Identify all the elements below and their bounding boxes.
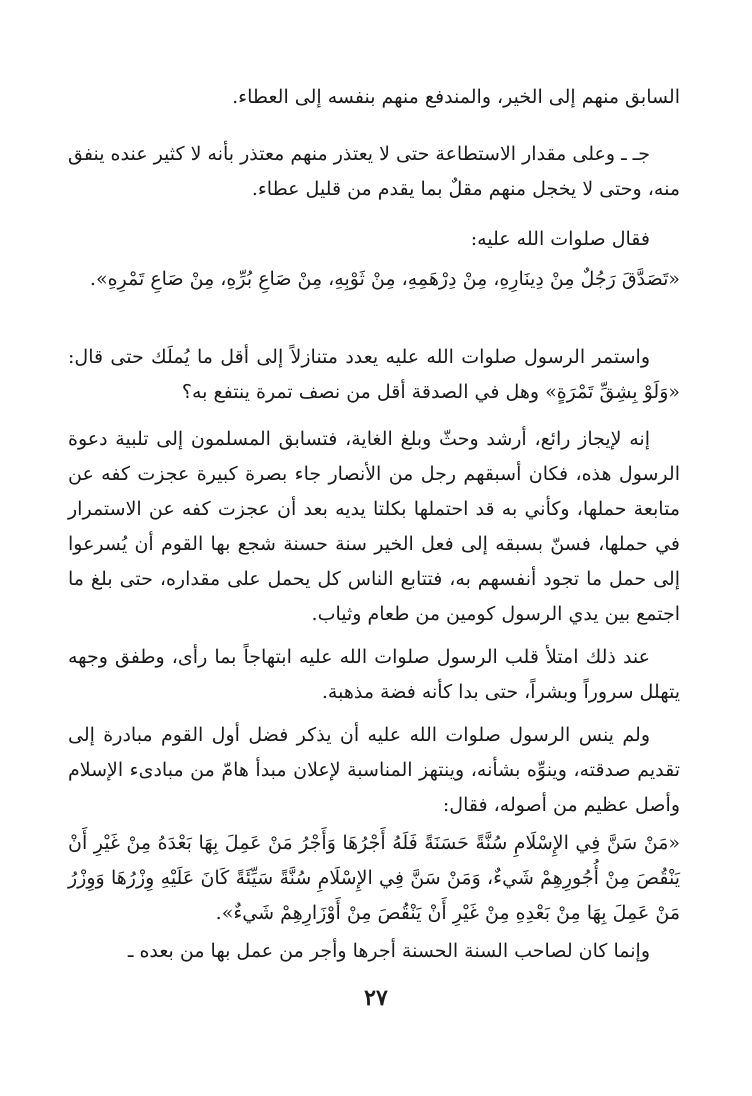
paragraph-2: جـ ـ وعلى مقدار الاستطاعة حتى لا يعتذر منهم معتذر بأنه لا كثير عنده ينفق منه، وحتى لا يخجل منهم مقلٌ بما يقدم من قليل عطاء. [68, 143, 680, 200]
paragraph-8: وإنما كان لصاحب السنة الحسنة أجرها وأجر من عمل بها من بعده ـ [127, 940, 650, 962]
paragraph-3: فقال صلوات الله عليه: [470, 228, 650, 250]
paragraph-4: واستمر الرسول صلوات الله عليه يعدد متنازلاً إلى أقل ما يُملَك حتى قال: «وَلَوْ بِشِقِّ تَمْرَةٍ» وهل في الصدقة أقل من نصف تمرة ينتفع به؟ [68, 346, 680, 403]
paragraph-6: عند ذلك امتلأ قلب الرسول صلوات الله عليه ابتهاجاً بما رأى، وطفق وجهه يتهلل سروراً وبشراً، حتى بدا كأنه فضة مذهبة. [68, 646, 680, 703]
paragraph-5: إنه لإيجاز رائع، أرشد وحثّ وبلغ الغاية، فتسابق المسلمون إلى تلبية دعوة الرسول هذه، فكان أسبقهم رجل من الأنصار جاء بصرة كبيرة عجزت كفه عن متابعة حملها، وكأني به قد احتملها بكلتا يديه بعد أن عجزت كفه عن الاستمرار في حملها، فسنّ بسبقه إلى فعل الخير سنة حسنة شجع بها القوم أن يُسرعوا إلى حمل ما تجود أنفسهم به، فتتابع الناس كل يحمل على مقداره، حتى بلغ ما اجتمع بين يدي الرسول كومين من طعام وثياب. [68, 428, 680, 625]
paragraph-7: ولم ينس الرسول صلوات الله عليه أن يذكر فضل أول القوم مبادرة إلى تقديم صدقته، وينوِّه بشأنه، وينتهز المناسبة لإعلان مبدأ هامّ من مبادىء الإسلام وأصل عظيم من أصوله، فقال: [68, 724, 680, 816]
page-number: ٢٧ [364, 985, 388, 1011]
hadith-quote-1: «تَصَدَّقَ رَجُلٌ مِنْ دِينَارِهِ، مِنْ دِرْهَمِهِ، مِنْ ثَوْبِهِ، مِنْ صَاعِ بُرِّهِ، مِنْ صَاعِ تَمْرِهِ». [89, 268, 680, 290]
hadith-quote-2: «مَنْ سَنَّ فِي الإِسْلَامِ سُنَّةً حَسَنَةً فَلَهُ أَجْرُهَا وَأَجْرُ مَنْ عَمِلَ بِهَا بَعْدَهُ مِنْ غَيْرِ أَنْ يَنْقُصَ مِنْ أُجُورِهِمْ شَيءٌ، وَمَنْ سَنَّ فِي الإِسْلَامِ سُنَّةً سَيِّئَةً كَانَ عَلَيْهِ وِزْرُهَا وَوِزْرُ مَنْ عَمِلَ بِهَا مِنْ بَعْدِهِ مِنْ غَيْرِ أَنْ يَنْقُصَ مِنْ أَوْزَارِهِمْ شَيءٌ». [68, 832, 680, 924]
paragraph-1: السابق منهم إلى الخير، والمندفع منهم بنفسه إلى العطاء. [232, 86, 680, 108]
